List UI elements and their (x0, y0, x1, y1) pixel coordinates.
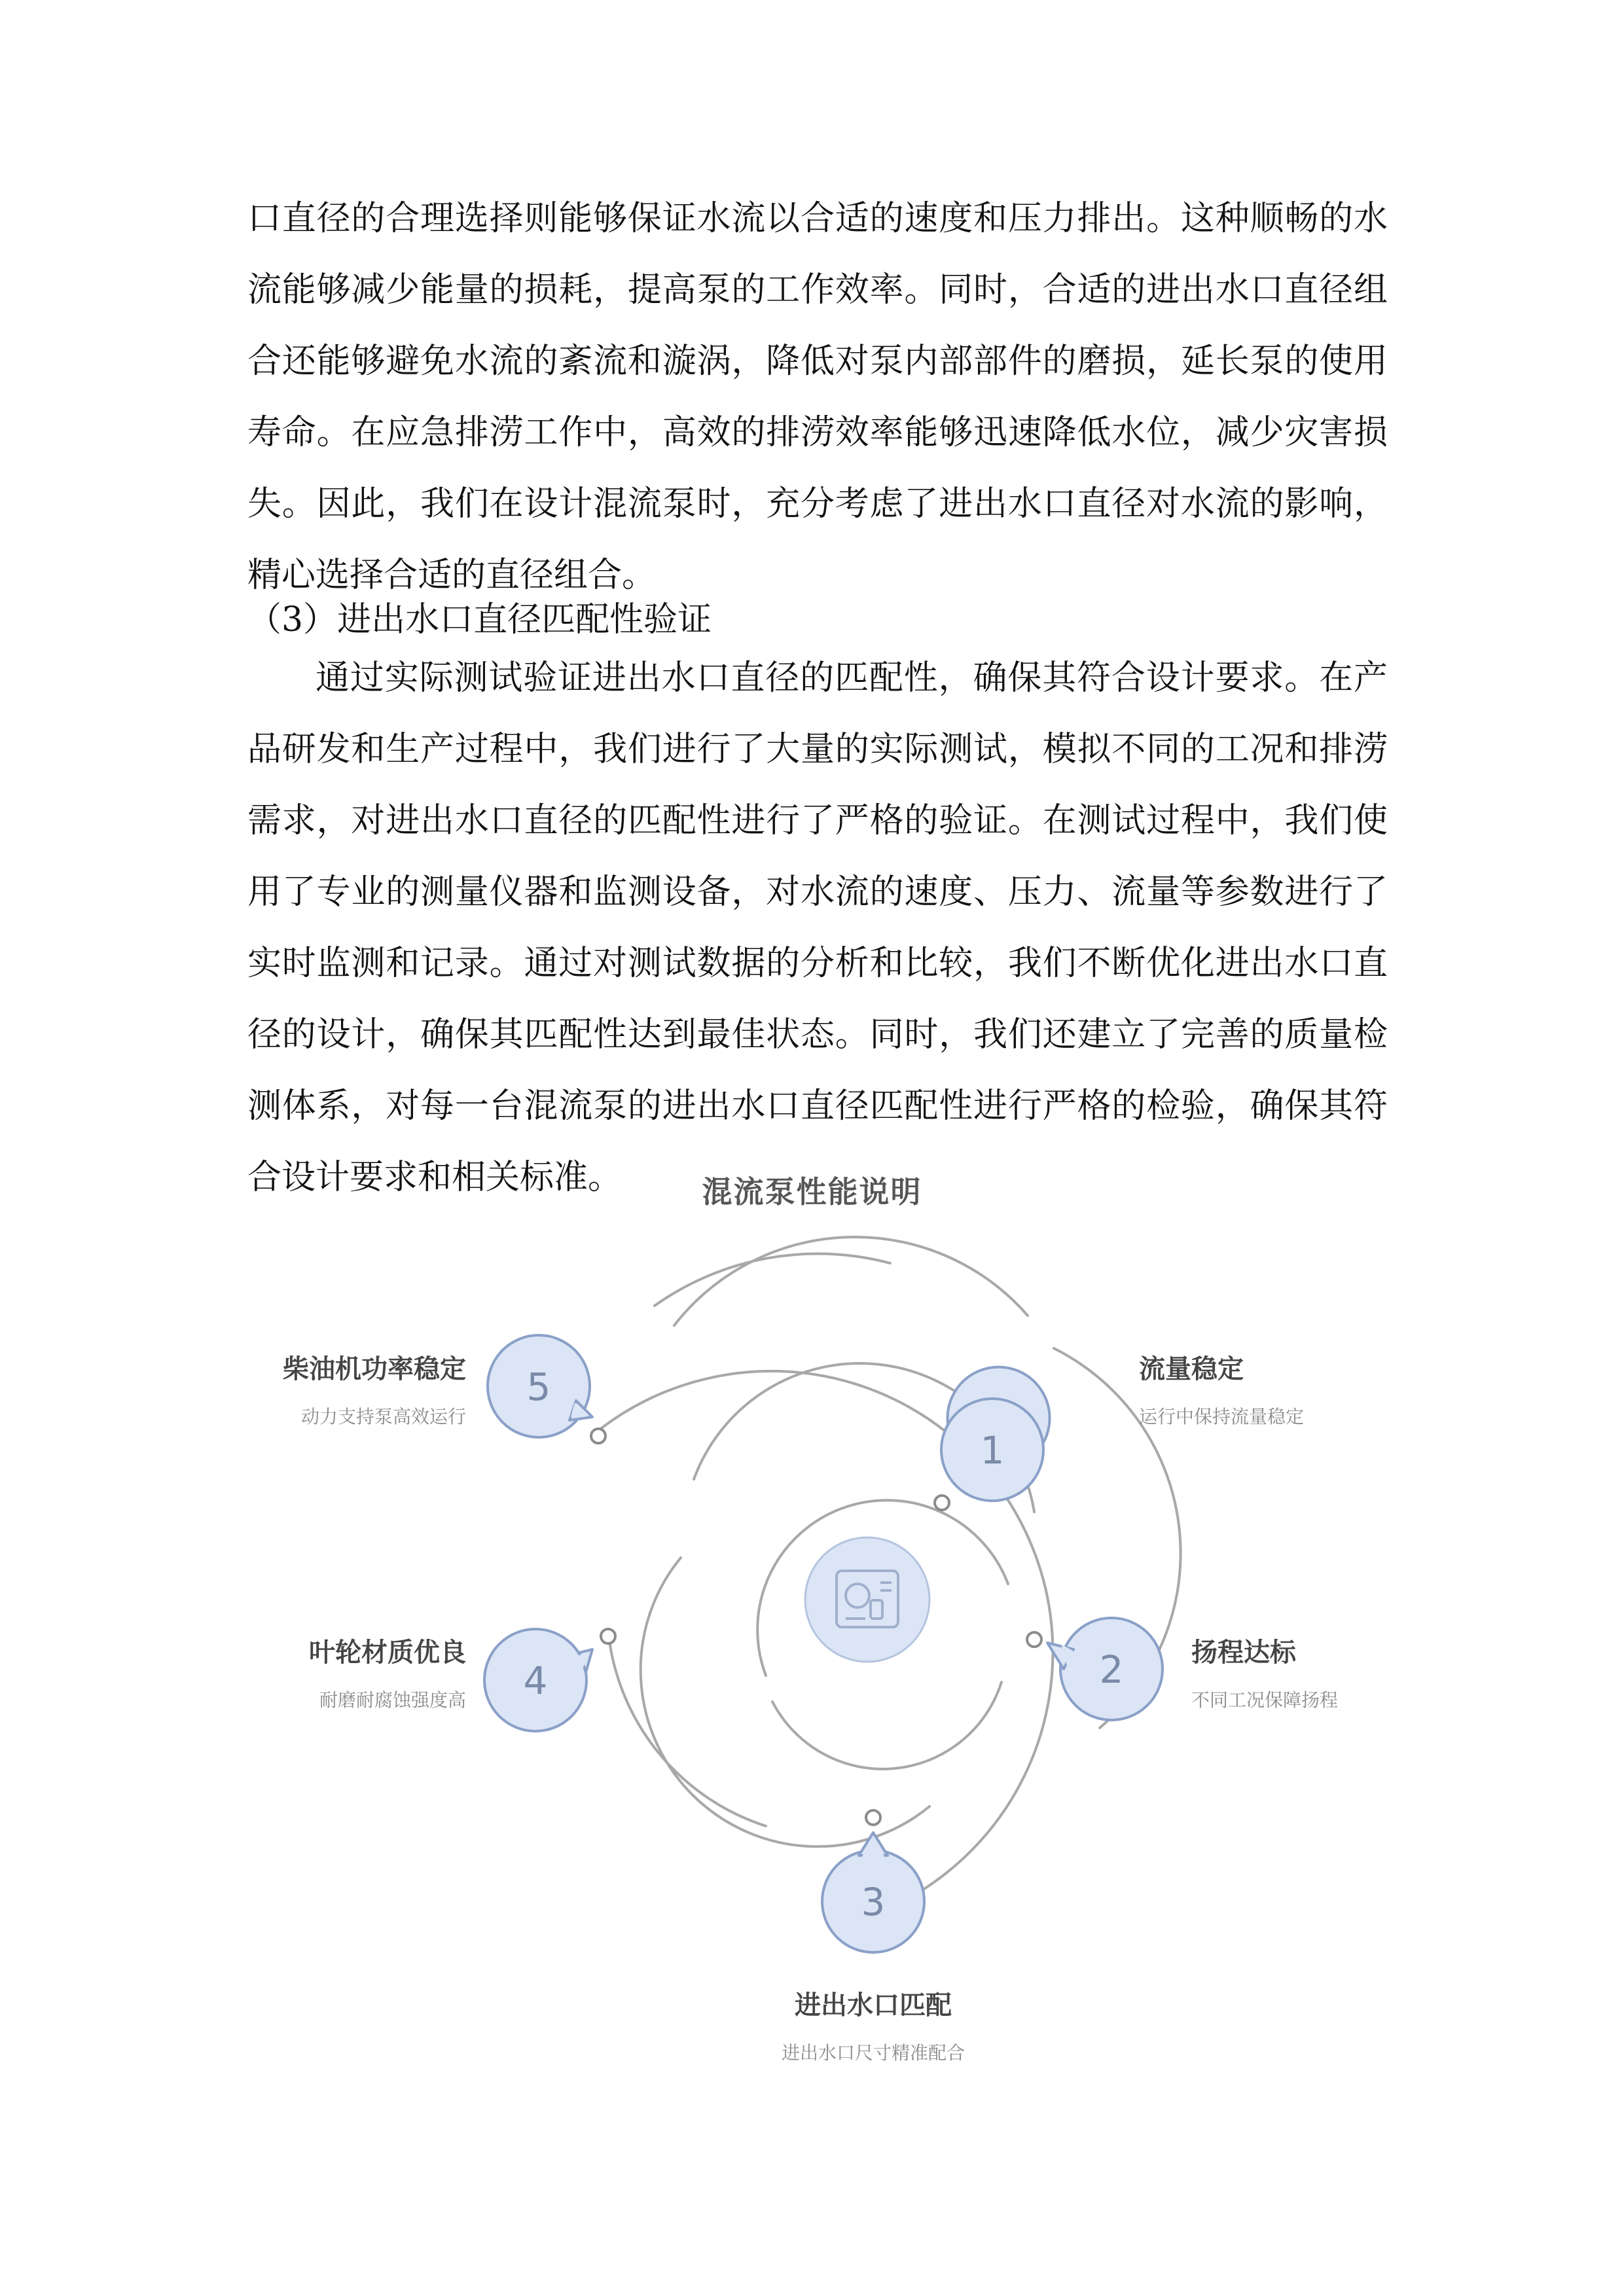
dot-4 (601, 1629, 615, 1643)
paragraph-1-text: 口直径的合理选择则能够保证水流以合适的速度和压力排出。这种顺畅的水流能够减少能量的损耗，提高泵的工作效率。同时，合适的进出水口直径组合还能够避免水流的紊流和漩涡，降低对泵内部部件的磨损，延长泵的使用寿命。在应急排涝工作中，高效的排涝效率能够迅速降低水位，减少灾害损失。因此，我们在设计混流泵时，充分考虑了进出水口直径对水流的影响，精心选择合适的直径组合。 (247, 199, 1388, 595)
paragraph-2-text: 通过实际测试验证进出水口直径的匹配性，确保其符合设计要求。在产品研发和生产过程中，我们进行了大量的实际测试，模拟不同的工况和排涝需求，对进出水口直径的匹配性进行了严格的验证。在测试过程中，我们使用了专业的测量仪器和监测设备，对水流的速度、压力、流量等参数进行了实时监测和记录。通过对测试数据的分析和比较，我们不断优化进出水口直径的设计，确保其匹配性达到最佳状态。同时，我们还建立了完善的质量检测体系，对每一台混流泵的进出水口直径匹配性进行严格的检验，确保其符合设计要求和相关标准。 (247, 658, 1388, 1197)
paragraph-1 (247, 183, 1388, 611)
item-4-label (196, 1632, 466, 1712)
ring-second-c (609, 1636, 766, 1826)
diagram-title: 混流泵性能说明 (702, 1174, 922, 1210)
item-3-label (677, 1984, 1070, 2065)
item-3-desc: 进出水口尺寸精准配合 (781, 2042, 965, 2064)
item-4-title: 叶轮材质优良 (309, 1638, 466, 1668)
bubble-4 (484, 1629, 592, 1731)
item-4-desc: 耐磨耐腐蚀强度高 (319, 1689, 466, 1711)
item-2-desc: 不同工况保障扬程 (1191, 1689, 1339, 1711)
bubble-2-number: 2 (1099, 1647, 1124, 1692)
ring-second (674, 1237, 1028, 1325)
item-5-label (196, 1348, 466, 1429)
bubble-1-number: 1 (980, 1428, 1005, 1473)
bubble-2 (1047, 1618, 1163, 1720)
pump-diagram-icon (805, 1537, 929, 1662)
section-heading: （3）进出水口直径匹配性验证 (247, 600, 712, 639)
ring-inner-b (772, 1682, 1001, 1769)
bubble-1 (941, 1367, 1050, 1501)
bubble-3 (822, 1833, 924, 1952)
item-1-desc: 运行中保持流量稳定 (1139, 1406, 1305, 1427)
paragraph-2 (247, 643, 1388, 1213)
item-2-title: 扬程达标 (1191, 1638, 1296, 1668)
item-1-label (1139, 1348, 1304, 1429)
bubble-3-number: 3 (861, 1880, 886, 1924)
bubble-5 (488, 1335, 592, 1437)
item-1-title: 流量稳定 (1139, 1354, 1244, 1384)
item-5-desc: 动力支持泵高效运行 (300, 1406, 466, 1427)
item-3-title: 进出水口匹配 (795, 1990, 952, 2020)
dot-1 (935, 1496, 949, 1510)
dot-5 (591, 1429, 605, 1443)
bubble-4-number: 4 (523, 1659, 548, 1703)
item-2-label (1191, 1632, 1338, 1712)
dot-2 (1027, 1632, 1041, 1647)
dot-3 (866, 1810, 880, 1825)
item-5-title: 柴油机功率稳定 (283, 1354, 466, 1384)
bubble-5-number: 5 (526, 1365, 551, 1409)
ring-outer-arc-b (655, 1253, 890, 1306)
